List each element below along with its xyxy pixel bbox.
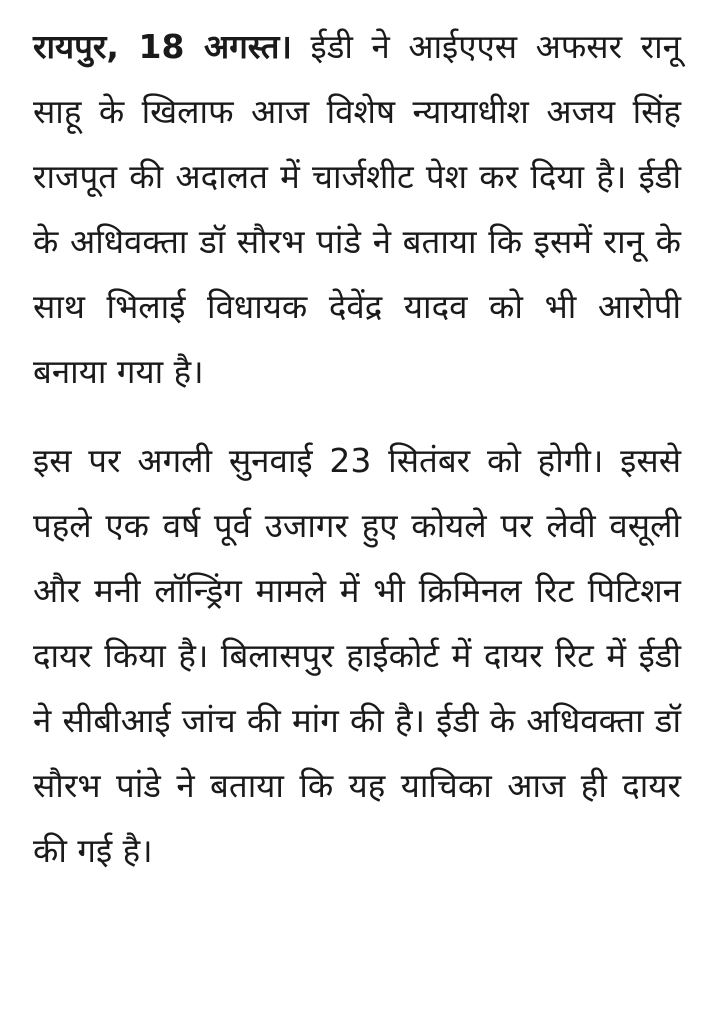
paragraph-2-text: इस पर अगली सुनवाई 23 सितंबर को होगी। इससे पहले एक वर्ष पूर्व उजागर हुए कोयले पर लेवी वसूली और मनी लॉन्ड्रिंग मामले में भी क्रिमिनल रिट पिटिशन दायर किया है। बिलासपुर हाईकोर्ट में दायर रिट में ईडी ने सीबीआई जांच की मांग की है। ईडी के अधिवक्ता डॉ सौरभ पांडे ने बताया कि यह याचिका आज ही दायर की गई है। (33, 441, 681, 870)
paragraph-1-text: ईडी ने आईएएस अफसर रानू साहू के खिलाफ आज विशेष न्यायाधीश अजय सिंह राजपूत की अदालत में चार्जशीट पेश कर दिया है। ईडी के अधिवक्ता डॉ सौरभ पांडे ने बताया कि इसमें रानू के साथ भिलाई विधायक देवेंद्र यादव को भी आरोपी बनाया गया है। (33, 27, 681, 391)
dateline: रायपुर, 18 अगस्त। (33, 27, 292, 66)
article-paragraph-2 (33, 428, 681, 883)
article-paragraph-1 (33, 14, 681, 404)
news-article (33, 14, 681, 883)
